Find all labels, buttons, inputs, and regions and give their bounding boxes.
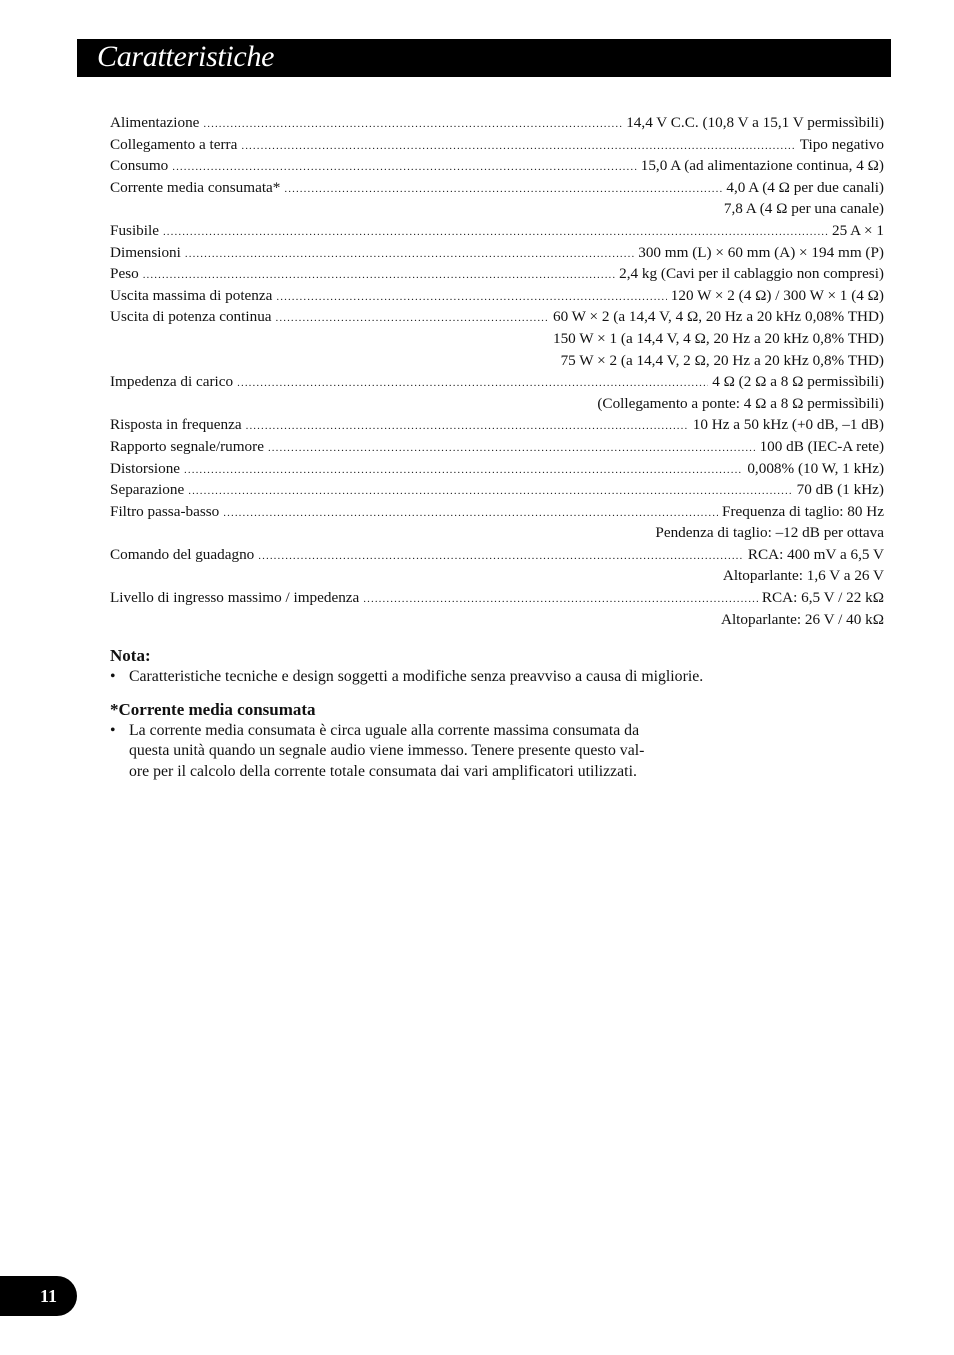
spec-label: Risposta in frequenza — [110, 416, 242, 434]
spec-value: 0,008% (10 W, 1 kHz) — [747, 459, 884, 477]
spec-value: 4 Ω (2 Ω a 8 Ω permissìbili) — [712, 373, 884, 391]
specifications-list — [110, 112, 884, 630]
spec-value: 300 mm (L) × 60 mm (A) × 194 mm (P) — [638, 243, 884, 261]
corrente-item — [110, 721, 810, 783]
spec-label: Dimensioni — [110, 243, 181, 261]
dot-leader — [246, 416, 689, 438]
corrente-line: questa unità quando un segnale audio viene immesso. Tenere presente questo val- — [129, 742, 645, 759]
spec-label: Alimentazione — [110, 114, 200, 131]
dot-leader — [258, 546, 744, 568]
spec-row — [110, 112, 884, 134]
spec-value: 25 A × 1 — [831, 221, 884, 239]
spec-value: 100 dB (IEC-A rete) — [759, 437, 884, 455]
page-title: Caratteristiche — [97, 40, 275, 73]
spec-row — [110, 458, 884, 480]
spec-value: 4,0 A (4 Ω per due canali) — [726, 178, 884, 196]
spec-value: 2,4 kg (Cavi per il cablaggio non compresi) — [619, 265, 884, 283]
spec-label: Uscita massima di potenza — [110, 286, 273, 304]
nota-text: Caratteristiche tecniche e design soggetti a modifiche senza preavviso a causa di migliorie. — [129, 668, 704, 685]
spec-row — [110, 134, 884, 156]
spec-value: 70 dB (1 kHz) — [796, 481, 884, 499]
dot-leader — [223, 503, 718, 525]
nota-item — [110, 667, 810, 688]
spec-value-continuation: 75 W × 2 (a 14,4 V, 2 Ω, 20 Hz a 20 kHz 0,8% THD) — [560, 351, 884, 369]
spec-label: Separazione — [110, 481, 185, 499]
spec-value: RCA: 6,5 V / 22 kΩ — [761, 589, 884, 607]
spec-row — [110, 306, 884, 328]
corrente-line: ore per il calcolo della corrente totale consumata dai vari amplificatori utilizzati. — [129, 762, 637, 780]
dot-leader — [172, 157, 637, 179]
bullet-mark: • — [110, 668, 116, 685]
spec-value: Frequenza di taglio: 80 Hz — [722, 502, 884, 520]
spec-label: Uscita di potenza continua — [110, 308, 272, 326]
dot-leader — [184, 460, 743, 482]
dot-leader — [363, 589, 758, 611]
spec-value-continuation: 7,8 A (4 Ω per una canale) — [723, 200, 884, 218]
spec-label: Filtro passa-basso — [110, 502, 220, 520]
spec-label: Peso — [110, 265, 139, 283]
spec-label: Corrente media consumata* — [110, 178, 281, 196]
spec-value-continuation: Altoparlante: 26 V / 40 kΩ — [720, 610, 884, 628]
spec-label: Consumo — [110, 157, 169, 175]
spec-value: RCA: 400 mV a 6,5 V — [747, 545, 884, 563]
dot-leader — [276, 287, 666, 309]
spec-row — [110, 220, 884, 242]
bullet-mark: • — [110, 721, 116, 739]
spec-value: 14,4 V C.C. (10,8 V a 15,1 V permissìbili) — [626, 114, 884, 131]
spec-label: Fusibile — [110, 221, 159, 239]
dot-leader — [143, 265, 615, 287]
spec-row — [110, 479, 884, 501]
spec-row — [110, 242, 884, 264]
spec-value-continuation: 150 W × 1 (a 14,4 V, 4 Ω, 20 Hz a 20 kHz 0,8% THD) — [552, 329, 884, 347]
spec-value-continuation: Pendenza di taglio: –12 dB per ottava — [655, 524, 884, 542]
spec-row — [110, 263, 884, 285]
dot-leader — [276, 308, 549, 330]
page-number-tab — [0, 1276, 77, 1316]
spec-row — [110, 436, 884, 458]
spec-row — [110, 414, 884, 436]
spec-row — [110, 587, 884, 609]
dot-leader — [188, 481, 792, 503]
spec-row — [110, 285, 884, 307]
spec-row — [110, 177, 884, 199]
spec-label: Livello di ingresso massimo / impedenza — [110, 589, 360, 607]
spec-value: Tipo negativo — [799, 135, 884, 153]
dot-leader — [203, 114, 622, 136]
spec-value: 120 W × 2 (4 Ω) / 300 W × 1 (4 Ω) — [670, 286, 884, 304]
spec-value: 10 Hz a 50 kHz (+0 dB, –1 dB) — [692, 416, 884, 434]
spec-label: Distorsione — [110, 459, 181, 477]
dot-leader — [284, 179, 722, 201]
spec-value: 60 W × 2 (a 14,4 V, 4 Ω, 20 Hz a 20 kHz 0,08% THD) — [552, 308, 884, 326]
spec-row — [110, 371, 884, 393]
dot-leader — [185, 244, 634, 266]
section-header — [77, 39, 891, 77]
spec-row — [110, 155, 884, 177]
spec-label: Rapporto segnale/rumore — [110, 437, 264, 455]
spec-label: Comando del guadagno — [110, 545, 255, 563]
dot-leader — [163, 222, 828, 244]
notes-section — [110, 645, 810, 782]
corrente-line: La corrente media consumata è circa uguale alla corrente massima consumata da — [129, 721, 640, 739]
spec-value: 15,0 A (ad alimentazione continua, 4 Ω) — [640, 157, 884, 175]
spec-label: Impedenza di carico — [110, 373, 234, 391]
dot-leader — [237, 373, 708, 395]
nota-heading: Nota: — [110, 646, 151, 665]
spec-value-continuation: (Collegamento a ponte: 4 Ω a 8 Ω permissìbili) — [597, 394, 884, 412]
spec-value-continuation: Altoparlante: 1,6 V a 26 V — [722, 567, 884, 585]
spec-row — [110, 501, 884, 523]
spec-row — [110, 544, 884, 566]
dot-leader — [241, 136, 795, 158]
spec-label: Collegamento a terra — [110, 135, 238, 153]
page-number: 11 — [40, 1286, 58, 1306]
dot-leader — [268, 438, 756, 460]
corrente-heading: *Corrente media consumata — [110, 699, 316, 719]
